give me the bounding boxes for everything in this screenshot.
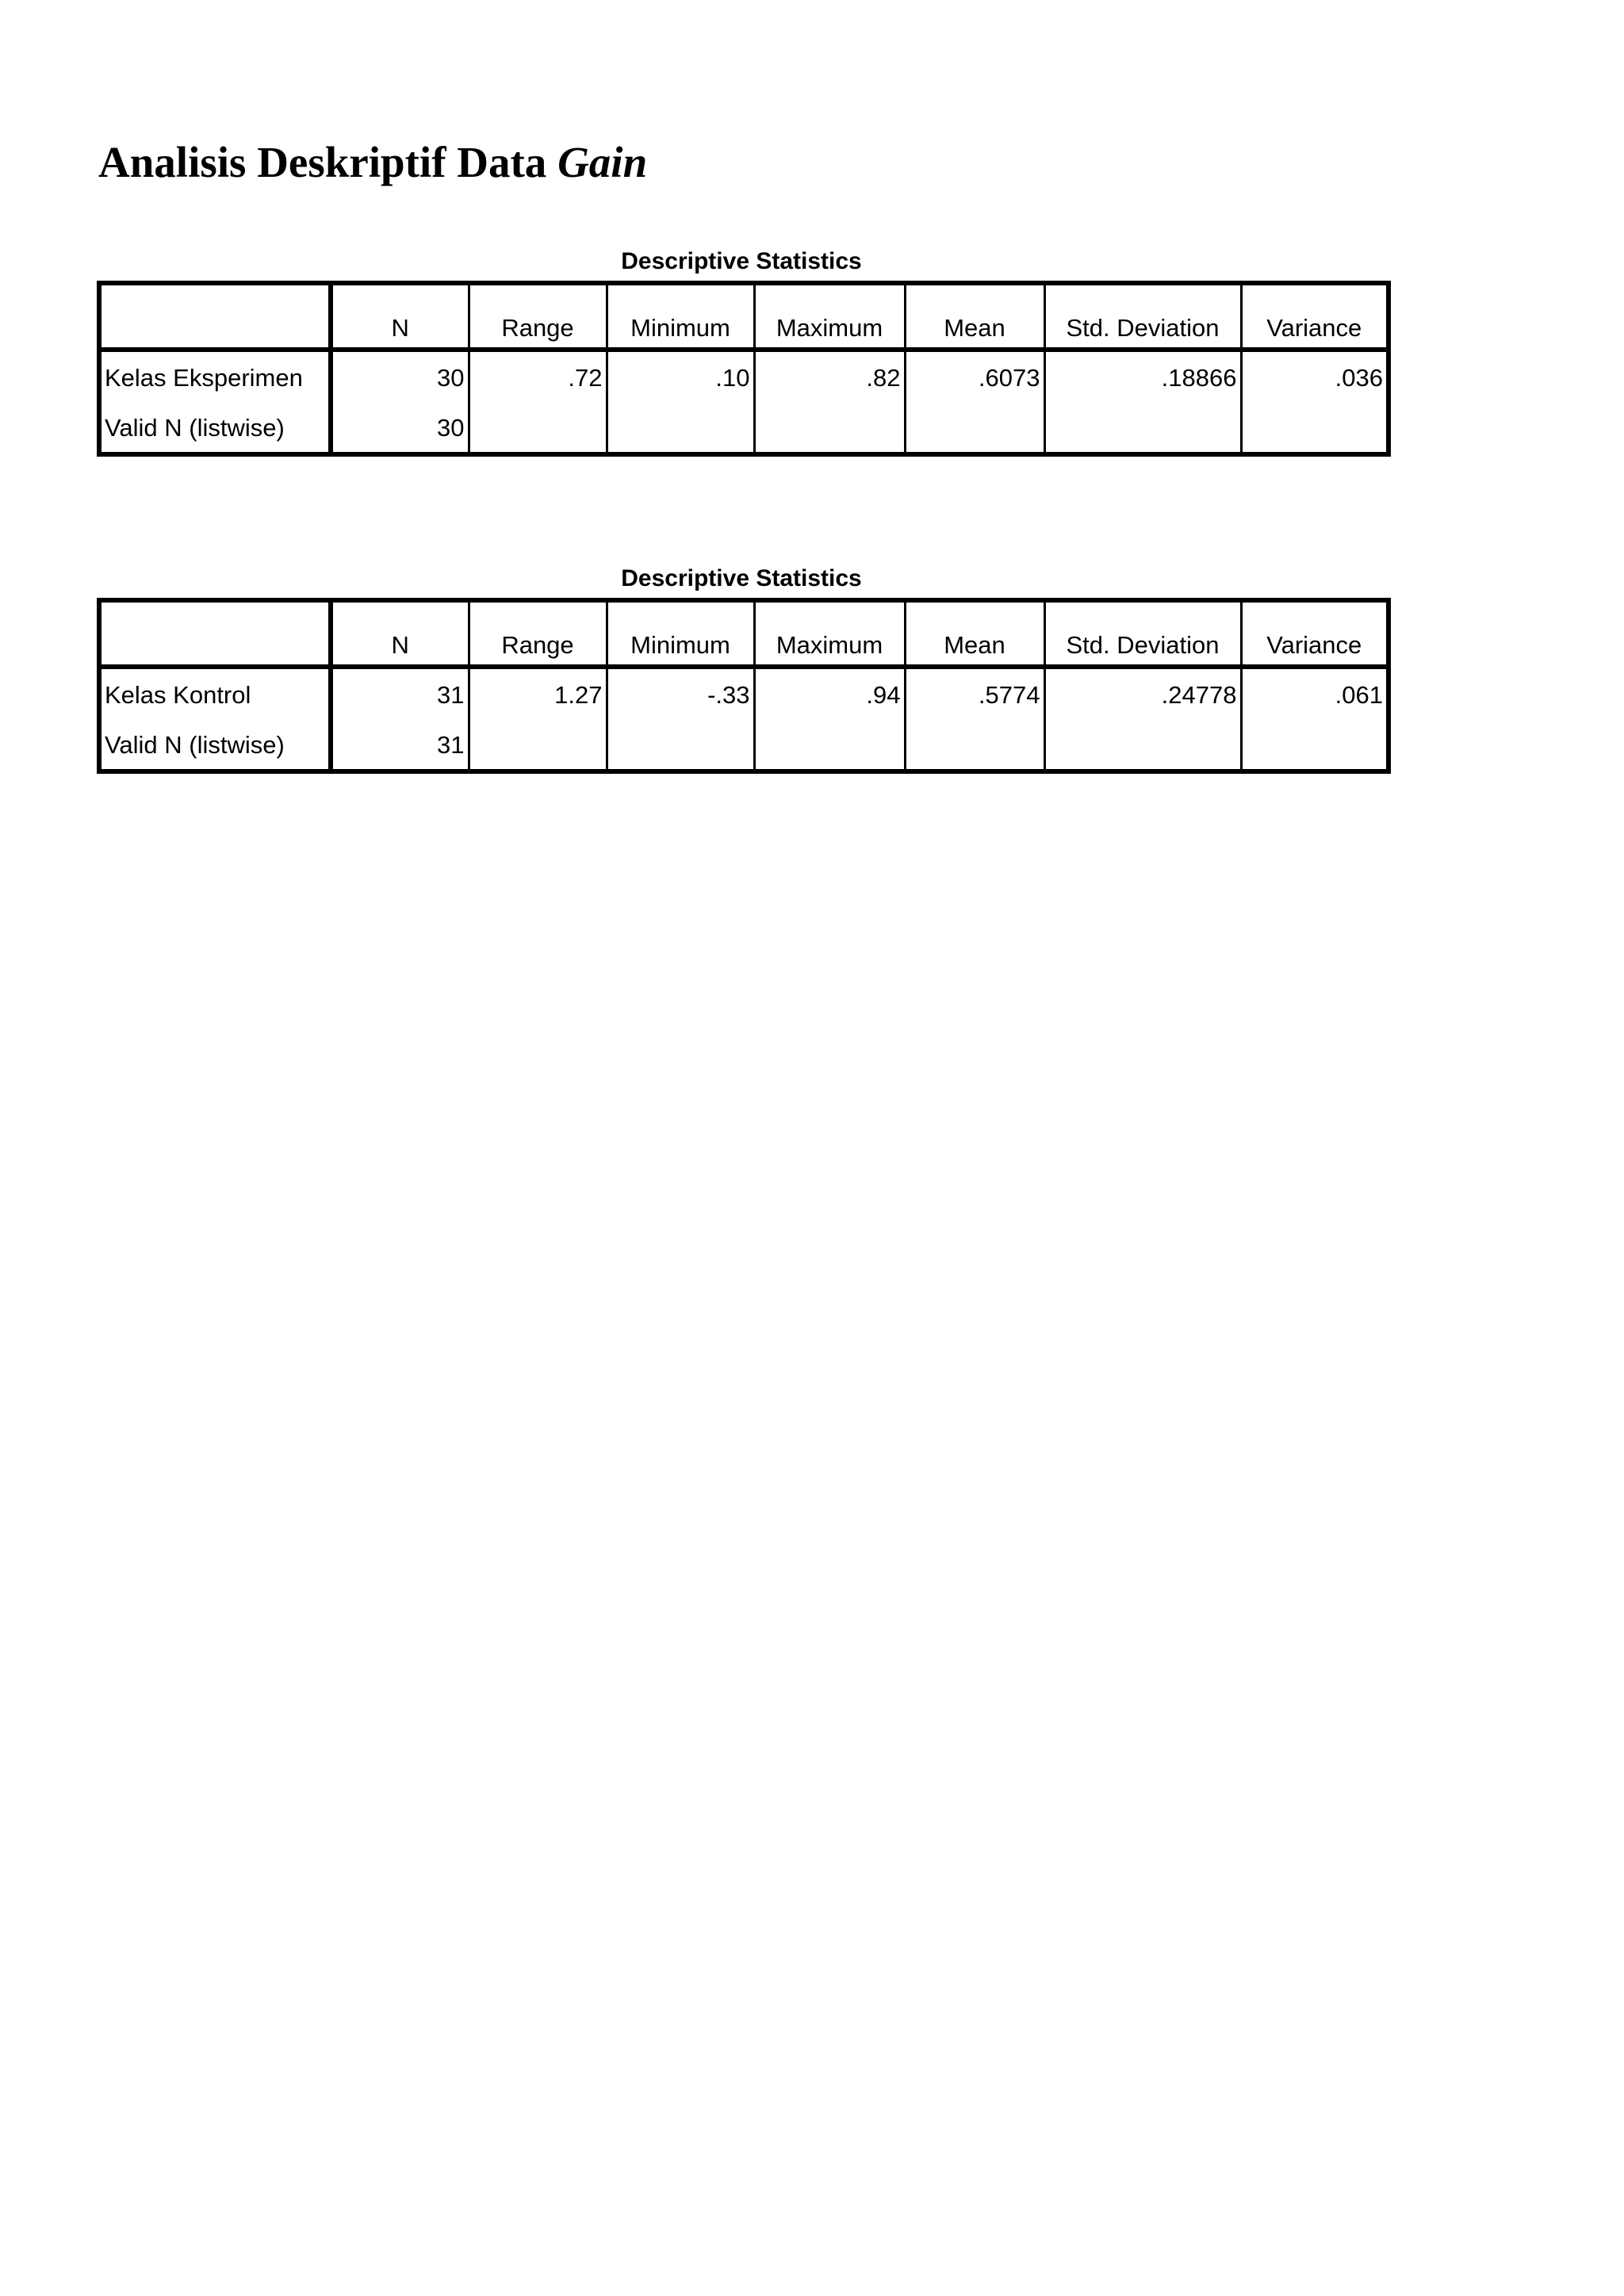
cell-range: .72 bbox=[469, 350, 607, 404]
cell-mean bbox=[905, 404, 1044, 454]
cell-range bbox=[469, 721, 607, 771]
cell-mean: .6073 bbox=[905, 350, 1044, 404]
cell-maximum bbox=[754, 721, 905, 771]
cell-minimum: .10 bbox=[607, 350, 754, 404]
cell-variance bbox=[1241, 404, 1388, 454]
row-label: Valid N (listwise) bbox=[99, 404, 331, 454]
cell-variance bbox=[1241, 721, 1388, 771]
cell-n: 31 bbox=[331, 721, 469, 771]
header-variance: Variance bbox=[1241, 600, 1388, 667]
cell-maximum: .82 bbox=[754, 350, 905, 404]
cell-n: 30 bbox=[331, 404, 469, 454]
header-maximum: Maximum bbox=[754, 283, 905, 350]
row-label: Valid N (listwise) bbox=[99, 721, 331, 771]
cell-std-deviation: .24778 bbox=[1044, 667, 1241, 721]
page-title bbox=[98, 135, 647, 190]
table-row bbox=[99, 721, 1388, 771]
descriptive-statistics-kontrol bbox=[97, 560, 1386, 774]
cell-n: 30 bbox=[331, 350, 469, 404]
cell-minimum bbox=[607, 404, 754, 454]
table-row bbox=[99, 404, 1388, 454]
header-n: N bbox=[331, 600, 469, 667]
cell-maximum bbox=[754, 404, 905, 454]
page-title-main: Analisis Deskriptif Data bbox=[98, 138, 547, 186]
header-range: Range bbox=[469, 283, 607, 350]
header-range: Range bbox=[469, 600, 607, 667]
table-caption: Descriptive Statistics bbox=[621, 248, 862, 274]
header-std-deviation: Std. Deviation bbox=[1044, 600, 1241, 667]
row-label: Kelas Eksperimen bbox=[99, 350, 331, 404]
statistics-table bbox=[97, 598, 1391, 774]
cell-maximum: .94 bbox=[754, 667, 905, 721]
descriptive-statistics-eksperimen bbox=[97, 243, 1386, 457]
header-row-label bbox=[99, 283, 331, 350]
cell-range: 1.27 bbox=[469, 667, 607, 721]
header-maximum: Maximum bbox=[754, 600, 905, 667]
header-mean: Mean bbox=[905, 283, 1044, 350]
cell-std-deviation bbox=[1044, 721, 1241, 771]
header-std-deviation: Std. Deviation bbox=[1044, 283, 1241, 350]
cell-n: 31 bbox=[331, 667, 469, 721]
table-row bbox=[99, 667, 1388, 721]
cell-mean: .5774 bbox=[905, 667, 1044, 721]
cell-minimum: -.33 bbox=[607, 667, 754, 721]
cell-variance: .036 bbox=[1241, 350, 1388, 404]
cell-std-deviation: .18866 bbox=[1044, 350, 1241, 404]
cell-mean bbox=[905, 721, 1044, 771]
cell-std-deviation bbox=[1044, 404, 1241, 454]
header-mean: Mean bbox=[905, 600, 1044, 667]
cell-minimum bbox=[607, 721, 754, 771]
header-row bbox=[99, 283, 1388, 350]
cell-variance: .061 bbox=[1241, 667, 1388, 721]
page-title-italic: Gain bbox=[557, 138, 648, 186]
table-row bbox=[99, 350, 1388, 404]
cell-range bbox=[469, 404, 607, 454]
table-caption: Descriptive Statistics bbox=[621, 565, 862, 591]
header-minimum: Minimum bbox=[607, 283, 754, 350]
header-variance: Variance bbox=[1241, 283, 1388, 350]
header-n: N bbox=[331, 283, 469, 350]
header-row-label bbox=[99, 600, 331, 667]
header-minimum: Minimum bbox=[607, 600, 754, 667]
row-label: Kelas Kontrol bbox=[99, 667, 331, 721]
header-row bbox=[99, 600, 1388, 667]
statistics-table bbox=[97, 281, 1391, 457]
